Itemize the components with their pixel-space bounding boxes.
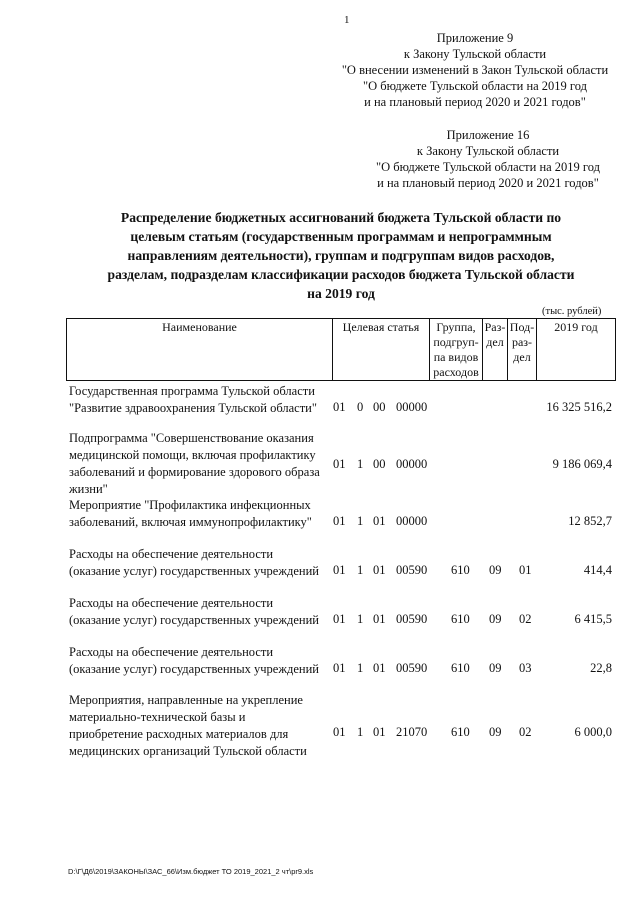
- row-name-line: Расходы на обеспечение деятельности: [69, 596, 274, 610]
- cs-direction: 00590: [396, 661, 428, 675]
- header-section-line: дел: [486, 335, 504, 349]
- row-amount: 414,4: [583, 563, 612, 577]
- cs-program: 01: [333, 563, 346, 577]
- cs-program: 01: [333, 612, 346, 626]
- header-group: [430, 319, 483, 381]
- row-name-line: медицинских организаций Тульской области: [69, 744, 307, 758]
- row-amount: 22,8: [590, 661, 612, 675]
- row-name: [69, 497, 331, 531]
- row-subsection: 01: [519, 563, 532, 577]
- row-name-line: жизни": [69, 482, 108, 496]
- row-subsection: 02: [519, 612, 532, 626]
- annex-16-line: "О бюджете Тульской области на 2019 год: [376, 160, 600, 174]
- row-section: 09: [489, 661, 502, 675]
- row-name-line: Мероприятия, направленные на укрепление: [69, 693, 303, 707]
- document-title: [70, 208, 612, 303]
- title-line: целевым статьям (государственным программам и непрограммным: [130, 229, 552, 244]
- header-group-line: Группа,: [436, 320, 476, 334]
- page-number: 1: [344, 14, 350, 26]
- row-name: [69, 692, 331, 760]
- cs-measure: 01: [373, 563, 386, 577]
- cs-program: 01: [333, 661, 346, 675]
- annex-9-line: и на плановый период 2020 и 2021 годов": [364, 95, 586, 109]
- cs-program: 01: [333, 400, 346, 414]
- row-name-line: "Развитие здравоохранения Тульской области": [69, 401, 317, 415]
- row-name-line: заболеваний и формирование здорового образа: [69, 465, 320, 479]
- header-year: 2019 год: [537, 319, 616, 381]
- row-name: [69, 644, 331, 678]
- header-section: [483, 319, 508, 381]
- row-subsection: 03: [519, 661, 532, 675]
- table-header: [66, 318, 616, 381]
- header-subsection-line: Под-: [509, 320, 535, 334]
- cs-program: 01: [333, 457, 346, 471]
- row-name-line: (оказание услуг) государственных учреждений: [69, 613, 319, 627]
- row-amount: 12 852,7: [568, 514, 612, 528]
- row-subsection: 02: [519, 725, 532, 739]
- cs-direction: 00590: [396, 612, 428, 626]
- row-section: 09: [489, 612, 502, 626]
- row-name: [69, 595, 331, 629]
- annex-16-line: и на плановый период 2020 и 2021 годов": [377, 176, 599, 190]
- cs-measure: 01: [373, 661, 386, 675]
- cs-measure: 00: [373, 457, 386, 471]
- header-target-article: Целевая статья: [333, 319, 430, 381]
- row-name-line: заболеваний, включая иммунопрофилактику": [69, 515, 312, 529]
- cs-direction: 00000: [396, 514, 428, 528]
- row-amount: 6 000,0: [574, 725, 612, 739]
- annex-16-line: к Закону Тульской области: [416, 144, 560, 158]
- row-name-line: Расходы на обеспечение деятельности: [69, 547, 274, 561]
- footer-file-path: D:\Г\Д6\2019\ЗАКОНЫ\ЗАС_66\Изм.бюджет ТО 2019_2021_2 чт\pr9.xls: [68, 867, 314, 876]
- title-line: разделам, подразделам классификации расходов бюджета Тульской области: [107, 267, 575, 282]
- header-subsection-line: дел: [513, 350, 531, 364]
- row-name-line: Расходы на обеспечение деятельности: [69, 645, 274, 659]
- row-name-line: приобретение расходных материалов для: [69, 727, 289, 741]
- header-subsection: [508, 319, 537, 381]
- cs-direction: 00000: [396, 457, 428, 471]
- row-group: 610: [451, 612, 470, 626]
- annex-9-line: "О внесении изменений в Закон Тульской области: [341, 63, 609, 77]
- units-label: (тыс. рублей): [542, 306, 602, 317]
- row-name-line: материально-технической базы и: [69, 710, 246, 724]
- row-name: [69, 383, 331, 417]
- cs-measure: 00: [373, 400, 386, 414]
- header-group-line: па видов: [433, 350, 479, 364]
- row-section: 09: [489, 563, 502, 577]
- row-amount: 9 186 069,4: [552, 457, 612, 471]
- annex-16-line: Приложение 16: [446, 128, 530, 142]
- row-name-line: Мероприятие "Профилактика инфекционных: [69, 498, 311, 512]
- header-group-line: расходов: [433, 365, 479, 379]
- cs-program: 01: [333, 514, 346, 528]
- cs-subprogram: 1: [357, 725, 364, 739]
- cs-direction: 00590: [396, 563, 428, 577]
- row-name-line: Подпрограмма "Совершенствование оказания: [69, 431, 314, 445]
- cs-measure: 01: [373, 725, 386, 739]
- cs-measure: 01: [373, 514, 386, 528]
- header-group-line: подгруп-: [433, 335, 479, 349]
- row-name: [69, 546, 331, 580]
- row-name-line: медицинской помощи, включая профилактику: [69, 448, 316, 462]
- header-name: Наименование: [67, 319, 333, 381]
- row-section: 09: [489, 725, 502, 739]
- row-group: 610: [451, 725, 470, 739]
- row-amount: 6 415,5: [574, 612, 612, 626]
- row-name-line: (оказание услуг) государственных учреждений: [69, 662, 319, 676]
- cs-direction: 00000: [396, 400, 428, 414]
- annex-9-line: Приложение 9: [436, 31, 514, 45]
- row-name-line: (оказание услуг) государственных учреждений: [69, 564, 319, 578]
- cs-subprogram: 1: [357, 661, 364, 675]
- row-group: 610: [451, 661, 470, 675]
- cs-subprogram: 1: [357, 563, 364, 577]
- cs-subprogram: 1: [357, 612, 364, 626]
- cs-subprogram: 1: [357, 457, 364, 471]
- annex-9-line: "О бюджете Тульской области на 2019 год: [363, 79, 587, 93]
- cs-subprogram: 1: [357, 514, 364, 528]
- row-name-line: Государственная программа Тульской области: [69, 384, 315, 398]
- annex-16-heading: [352, 127, 624, 191]
- cs-measure: 01: [373, 612, 386, 626]
- cs-direction: 21070: [396, 725, 428, 739]
- row-name: [69, 430, 331, 498]
- header-subsection-line: раз-: [511, 335, 533, 349]
- header-section-line: Раз-: [484, 320, 506, 334]
- row-amount: 16 325 516,2: [546, 400, 612, 414]
- annex-9-heading: [330, 30, 620, 110]
- row-group: 610: [451, 563, 470, 577]
- title-line: направлениям деятельности), группам и подгруппам видов расходов,: [127, 248, 555, 263]
- cs-subprogram: 0: [357, 400, 364, 414]
- title-line: на 2019 год: [307, 286, 375, 301]
- cs-program: 01: [333, 725, 346, 739]
- annex-9-line: к Закону Тульской области: [403, 47, 547, 61]
- title-line: Распределение бюджетных ассигнований бюджета Тульской области по: [120, 210, 562, 225]
